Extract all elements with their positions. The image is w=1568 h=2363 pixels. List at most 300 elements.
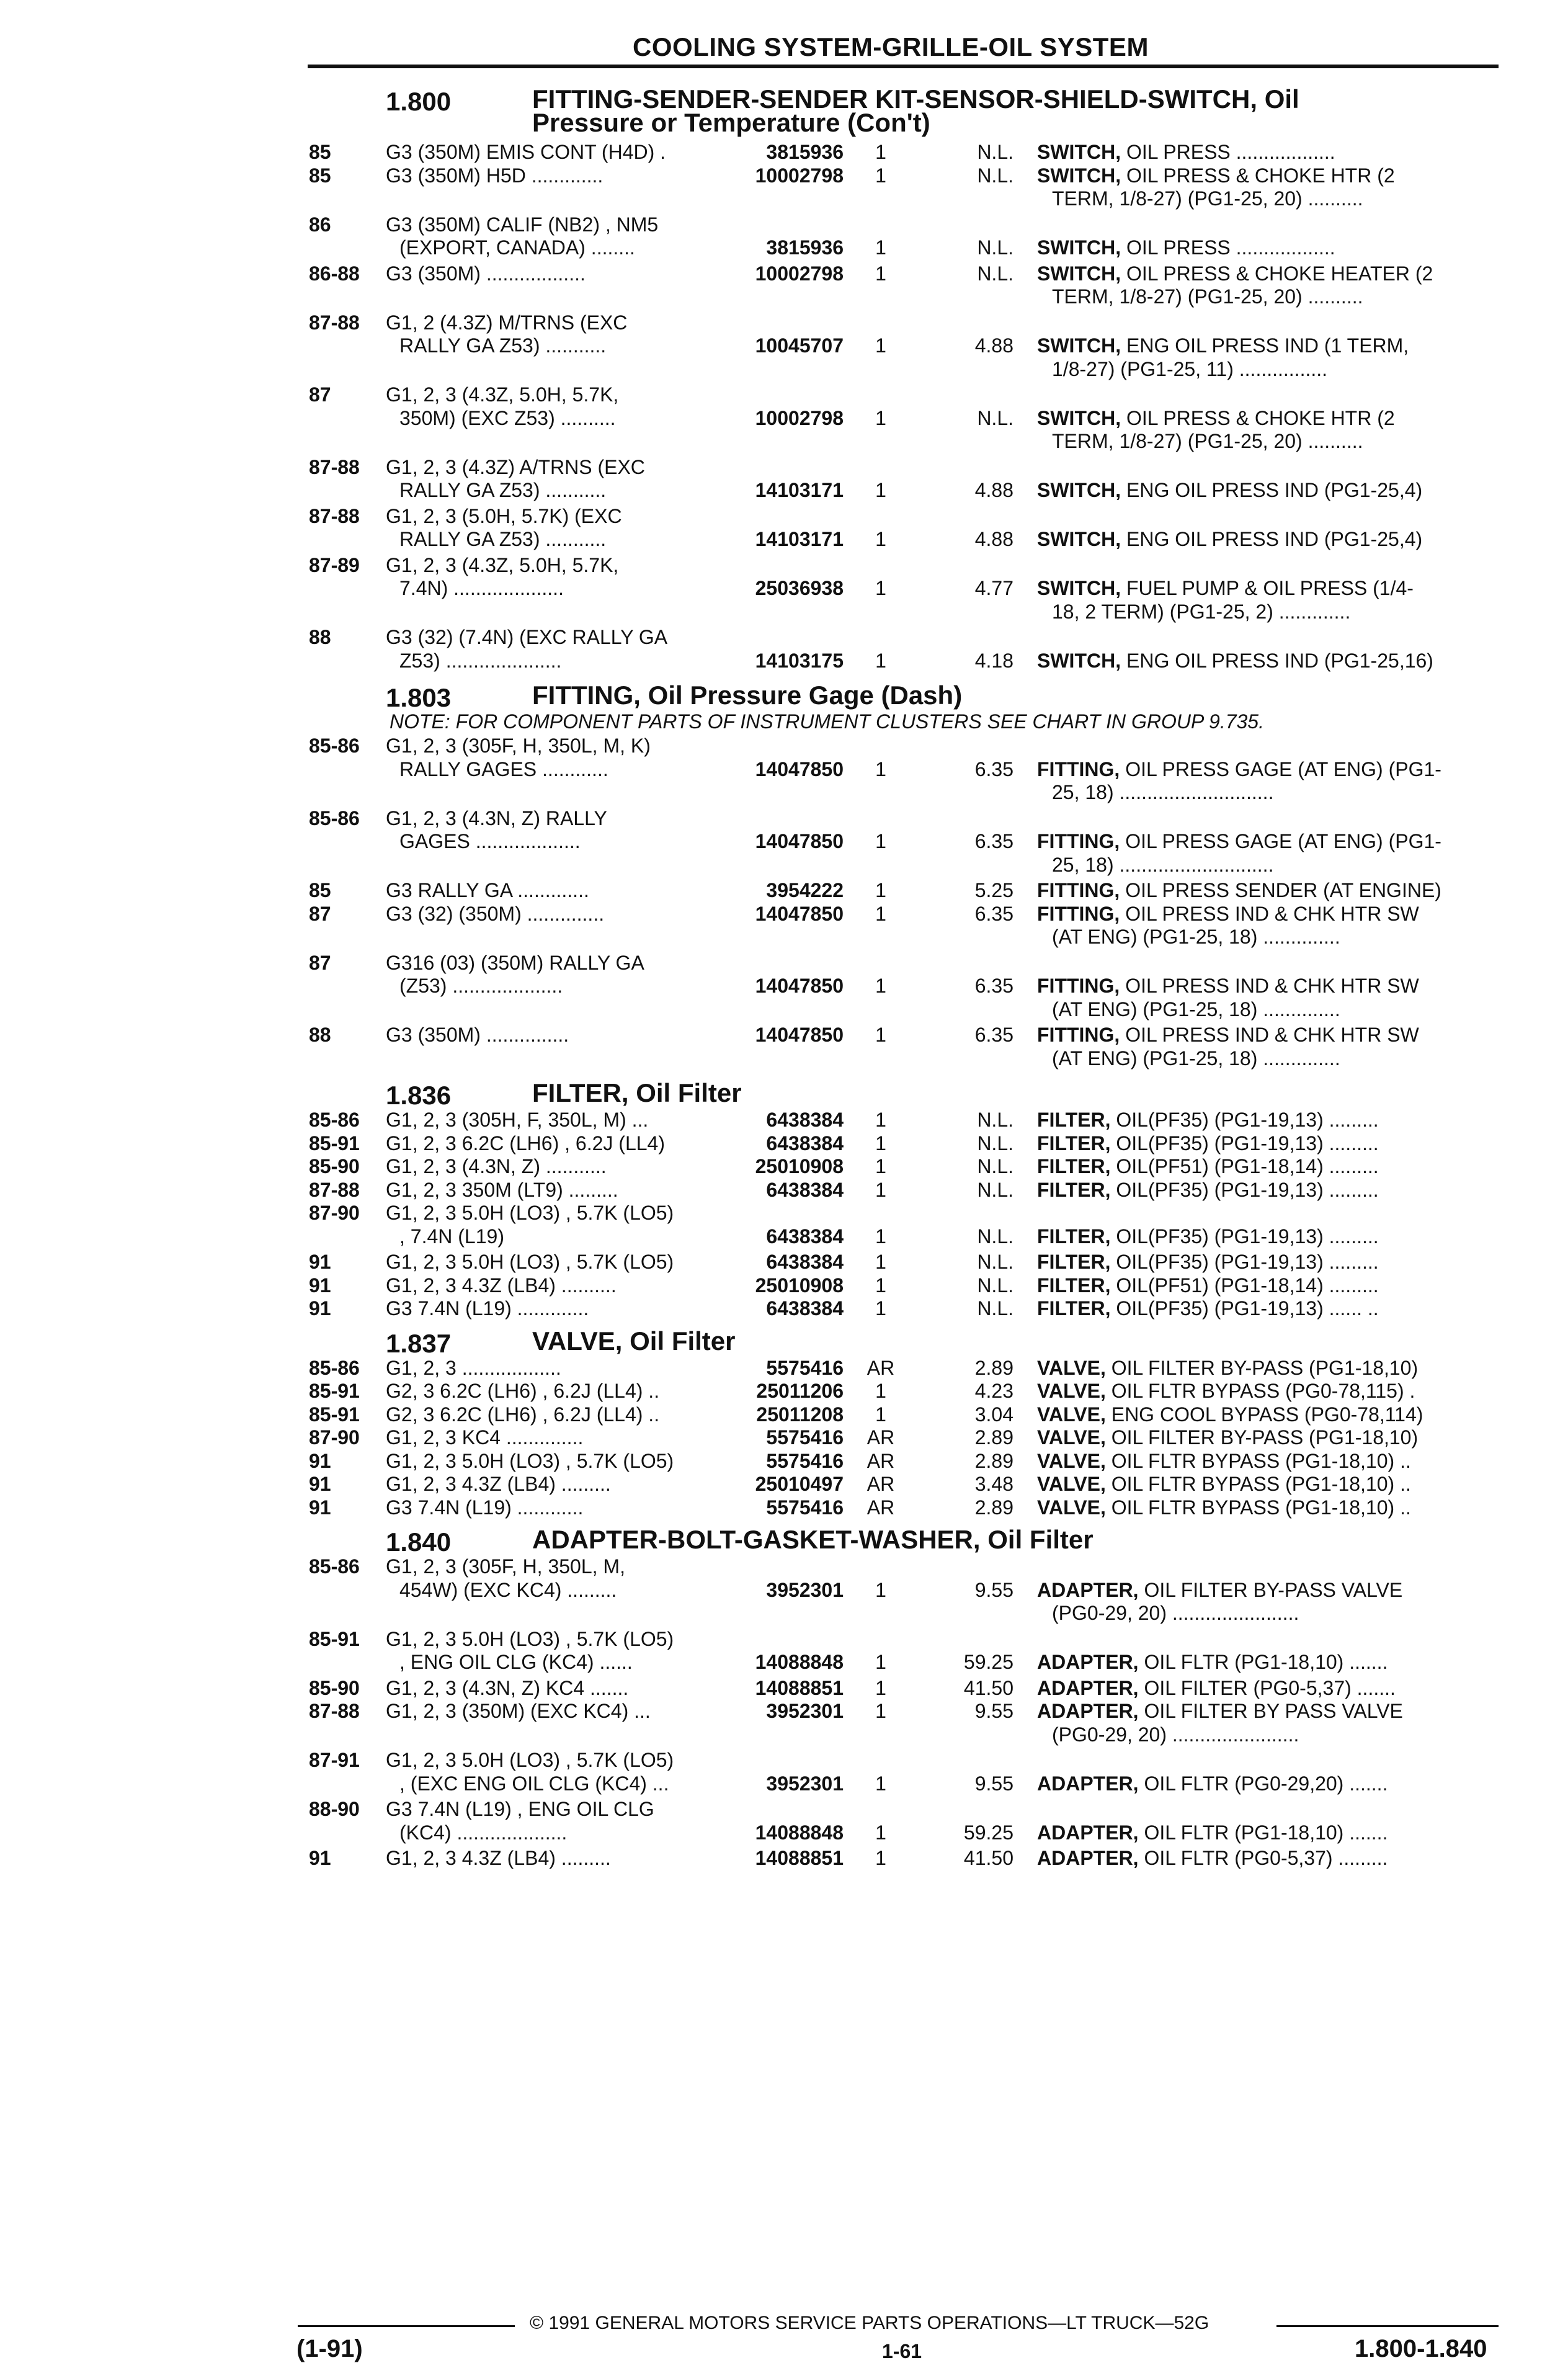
row-year: 85-86: [309, 1356, 360, 1379]
section-title: [532, 1527, 1094, 1552]
row-quantity: 1: [875, 262, 886, 285]
row-year: 91: [309, 1496, 331, 1519]
row-application: Z53) .....................: [399, 649, 562, 672]
row-description: [1052, 357, 1568, 381]
row-description: [1037, 1356, 1568, 1380]
row-application: G3 7.4N (L19) ............: [386, 1496, 584, 1519]
description-noun: VALVE,: [1037, 1496, 1111, 1519]
section-title-bold: VALVE,: [532, 1326, 630, 1356]
row-part-number: 14088851: [755, 1676, 844, 1699]
description-text: OIL FLTR BYPASS (PG1-18,10) ..: [1111, 1449, 1411, 1472]
row-description: [1052, 1047, 1568, 1070]
description-text: OIL(PF35) (PG1-19,13) .........: [1116, 1132, 1379, 1155]
description-noun: SWITCH,: [1037, 164, 1126, 187]
row-year: 88: [309, 626, 331, 648]
row-year: 91: [309, 1449, 331, 1472]
description-text: OIL FLTR BYPASS (PG0-78,115) .: [1111, 1380, 1415, 1402]
row-description: [1037, 1449, 1568, 1473]
row-application: , ENG OIL CLG (KC4) ......: [399, 1651, 633, 1673]
row-price: N.L.: [977, 1274, 1013, 1297]
row-application: G1, 2, 3 4.3Z (LB4) .........: [386, 1473, 611, 1495]
row-description: [1037, 1379, 1568, 1403]
row-description: [1037, 576, 1568, 600]
row-part-number: 6438384: [766, 1109, 844, 1131]
row-price: N.L.: [977, 1225, 1013, 1248]
row-quantity: 1: [875, 1109, 886, 1131]
description-text: OIL PRESS & CHOKE HTR (2: [1126, 406, 1395, 429]
description-noun: FITTING,: [1037, 757, 1126, 780]
row-part-number: 5575416: [766, 1449, 844, 1472]
row-description: [1037, 262, 1568, 285]
description-noun: SWITCH,: [1037, 577, 1126, 599]
row-quantity: 1: [875, 236, 886, 259]
description-noun: VALVE,: [1037, 1403, 1111, 1426]
row-quantity: 1: [875, 577, 886, 599]
row-quantity: 1: [875, 975, 886, 997]
description-noun: ADAPTER,: [1037, 1651, 1144, 1673]
row-application: G1, 2, 3 350M (LT9) .........: [386, 1178, 618, 1201]
row-application: G1, 2, 3 5.0H (LO3) , 5.7K (LO5): [386, 1251, 674, 1273]
row-quantity: 1: [875, 1380, 886, 1402]
row-quantity: 1: [875, 164, 886, 187]
row-application: G1, 2 (4.3Z) M/TRNS (EXC: [386, 311, 628, 334]
row-quantity: 1: [875, 141, 886, 163]
row-application: G1, 2, 3 KC4 ..............: [386, 1426, 584, 1449]
row-description: [1052, 429, 1568, 453]
row-year: 86: [309, 213, 331, 236]
row-quantity: 1: [875, 406, 886, 429]
row-description: [1037, 1676, 1568, 1700]
row-year: 87-88: [309, 311, 360, 334]
row-description: [1037, 1846, 1568, 1870]
row-year: 91: [309, 1297, 331, 1320]
row-quantity: 1: [875, 757, 886, 780]
description-noun: SWITCH,: [1037, 262, 1126, 285]
row-quantity: 1: [875, 1578, 886, 1601]
row-description: [1037, 649, 1568, 672]
section-title-rest: Oil Pressure Gage (Dash): [648, 681, 963, 710]
row-year: 87-88: [309, 504, 360, 527]
row-application: 454W) (EXC KC4) .........: [399, 1578, 617, 1601]
row-application: G1, 2, 3 (4.3N, Z) ...........: [386, 1155, 607, 1177]
section-title-bold: FITTING,: [532, 681, 648, 710]
row-description: [1052, 925, 1568, 949]
row-description: [1052, 1601, 1568, 1625]
row-price: 2.89: [974, 1449, 1013, 1472]
description-text: OIL FILTER BY-PASS (PG1-18,10): [1111, 1426, 1419, 1449]
row-year: 85: [309, 141, 331, 163]
row-part-number: 3952301: [766, 1578, 844, 1601]
section-subtitle: Pressure or Temperature (Con't): [532, 108, 930, 137]
row-description: [1037, 236, 1568, 259]
row-year: 87: [309, 383, 331, 406]
row-part-number: 14047850: [755, 975, 844, 997]
row-price: 3.04: [974, 1403, 1013, 1426]
row-quantity: 1: [875, 649, 886, 672]
row-quantity: 1: [875, 830, 886, 852]
row-description: [1052, 853, 1568, 877]
row-part-number: 14047850: [755, 902, 844, 925]
description-noun: VALVE,: [1037, 1356, 1111, 1379]
row-description: [1037, 1155, 1568, 1178]
row-application: RALLY GAGES ............: [399, 757, 608, 780]
row-part-number: 6438384: [766, 1225, 844, 1248]
row-year: 91: [309, 1274, 331, 1297]
description-noun: VALVE,: [1037, 1380, 1111, 1402]
row-application: G3 (350M) ...............: [386, 1024, 569, 1046]
description-noun: SWITCH,: [1037, 236, 1126, 259]
row-quantity: AR: [866, 1496, 895, 1519]
row-quantity: 1: [875, 1772, 886, 1795]
row-year: 85-91: [309, 1380, 360, 1402]
row-description: [1052, 998, 1568, 1021]
row-price: N.L.: [977, 1109, 1013, 1131]
row-description: [1037, 974, 1568, 998]
description-text: OIL(PF35) (PG1-19,13) ...... ..: [1116, 1297, 1379, 1320]
row-application: G1, 2, 3 4.3Z (LB4) ..........: [386, 1274, 617, 1297]
description-text: OIL PRESS SENDER (AT ENGINE): [1125, 879, 1441, 901]
row-application: G3 RALLY GA .............: [386, 879, 589, 901]
description-text: 18, 2 TERM) (PG1-25, 2) .............: [1052, 600, 1351, 623]
row-application: G1, 2, 3 (4.3Z) A/TRNS (EXC: [386, 455, 645, 478]
row-quantity: 1: [875, 1274, 886, 1297]
row-price: 59.25: [963, 1821, 1013, 1844]
row-part-number: 25011206: [756, 1380, 844, 1402]
row-year: 87-88: [309, 1178, 360, 1201]
row-application: G3 (32) (7.4N) (EXC RALLY GA: [386, 626, 668, 648]
row-part-number: 6438384: [766, 1132, 844, 1155]
row-price: 6.35: [974, 902, 1013, 925]
section-number: 1.837: [386, 1328, 452, 1358]
row-description: [1037, 1403, 1568, 1426]
section-title-rest: Oil: [1264, 84, 1299, 114]
row-part-number: 25011208: [756, 1403, 844, 1426]
row-price: N.L.: [977, 1251, 1013, 1273]
description-noun: FILTER,: [1037, 1155, 1116, 1177]
description-noun: ADAPTER,: [1037, 1676, 1144, 1699]
footer-rule-left: [298, 2325, 515, 2327]
section-title: [532, 1326, 736, 1356]
row-application: G1, 2, 3 6.2C (LH6) , 6.2J (LL4): [386, 1132, 665, 1155]
header-rule: [308, 65, 1499, 68]
row-price: N.L.: [977, 141, 1013, 163]
row-description: [1037, 1274, 1568, 1297]
description-text: OIL(PF35) (PG1-19,13) .........: [1116, 1251, 1379, 1273]
row-part-number: 25036938: [755, 577, 844, 599]
section-number: 1.840: [386, 1527, 452, 1557]
section-number: 1.803: [386, 683, 452, 712]
description-noun: FILTER,: [1037, 1297, 1116, 1320]
row-part-number: 14047850: [755, 757, 844, 780]
row-price: 6.35: [974, 830, 1013, 852]
row-price: 2.89: [974, 1426, 1013, 1449]
row-price: N.L.: [977, 1178, 1013, 1201]
row-application: 350M) (EXC Z53) ..........: [399, 406, 616, 429]
row-application: (Z53) ....................: [399, 975, 563, 997]
row-description: [1037, 1821, 1568, 1844]
row-quantity: 1: [875, 1155, 886, 1177]
description-text: TERM, 1/8-27) (PG1-25, 20) ..........: [1052, 187, 1363, 210]
row-application: G1, 2, 3 4.3Z (LB4) .........: [386, 1847, 611, 1869]
description-text: (PG0-29, 20) .......................: [1052, 1723, 1299, 1746]
row-description: [1052, 600, 1568, 623]
row-price: 4.88: [974, 334, 1013, 357]
description-noun: FILTER,: [1037, 1132, 1116, 1155]
row-description: [1052, 1723, 1568, 1746]
footer-rule-right: [1276, 2325, 1499, 2327]
row-year: 88-90: [309, 1798, 360, 1820]
row-application: (EXPORT, CANADA) ........: [399, 236, 635, 259]
row-price: 5.25: [974, 879, 1013, 901]
row-quantity: 1: [875, 1700, 886, 1722]
row-price: 4.88: [974, 528, 1013, 550]
description-noun: FITTING,: [1037, 830, 1126, 852]
row-application: G3 (350M) ..................: [386, 262, 586, 285]
row-application: GAGES ...................: [399, 830, 581, 852]
row-year: 85: [309, 879, 331, 901]
description-text: OIL FILTER BY-PASS VALVE: [1144, 1578, 1403, 1601]
row-part-number: 25010908: [755, 1274, 844, 1297]
row-year: 87: [309, 951, 331, 974]
row-part-number: 10045707: [755, 334, 844, 357]
description-text: OIL PRESS & CHOKE HEATER (2: [1126, 262, 1433, 285]
description-text: (PG0-29, 20) .......................: [1052, 1602, 1299, 1624]
description-text: OIL PRESS IND & CHK HTR SW: [1125, 902, 1419, 925]
row-price: 41.50: [963, 1676, 1013, 1699]
row-application: G1, 2, 3 (4.3Z, 5.0H, 5.7K,: [386, 553, 619, 576]
row-price: N.L.: [977, 1155, 1013, 1177]
description-text: ENG OIL PRESS IND (PG1-25,4): [1126, 528, 1423, 550]
row-quantity: 1: [875, 1251, 886, 1273]
row-price: 6.35: [974, 975, 1013, 997]
description-text: OIL FLTR (PG1-18,10) .......: [1144, 1821, 1388, 1844]
row-application: 7.4N) ....................: [399, 577, 564, 599]
row-description: [1037, 1225, 1568, 1248]
row-application: G1, 2, 3 5.0H (LO3) , 5.7K (LO5): [386, 1202, 674, 1224]
row-application: (KC4) ....................: [399, 1821, 568, 1844]
row-year: 91: [309, 1847, 331, 1869]
row-part-number: 10002798: [755, 164, 844, 187]
section-title-rest: Oil Filter: [630, 1326, 736, 1356]
description-text: 1/8-27) (PG1-25, 11) ................: [1052, 357, 1328, 380]
description-noun: FITTING,: [1037, 1024, 1126, 1046]
footer-date-code: (1-91): [296, 2335, 363, 2362]
row-price: 59.25: [963, 1651, 1013, 1673]
description-noun: ADAPTER,: [1037, 1821, 1144, 1844]
row-price: N.L.: [977, 236, 1013, 259]
row-price: N.L.: [977, 164, 1013, 187]
row-year: 91: [309, 1473, 331, 1495]
row-price: N.L.: [977, 1132, 1013, 1155]
row-part-number: 6438384: [766, 1297, 844, 1320]
row-application: G1, 2, 3 (305F, H, 350L, M, K): [386, 735, 651, 757]
description-text: OIL(PF35) (PG1-19,13) .........: [1116, 1109, 1379, 1131]
row-application: G1, 2, 3 (350M) (EXC KC4) ...: [386, 1700, 651, 1722]
row-price: 4.23: [974, 1380, 1013, 1402]
row-price: N.L.: [977, 1297, 1013, 1320]
row-quantity: AR: [866, 1426, 895, 1449]
row-year: 86-88: [309, 262, 360, 285]
row-application: , (EXC ENG OIL CLG (KC4) ...: [399, 1772, 669, 1795]
row-quantity: AR: [866, 1356, 895, 1379]
row-quantity: 1: [875, 1225, 886, 1248]
row-quantity: 1: [875, 902, 886, 925]
row-description: [1037, 757, 1568, 781]
row-year: 85-91: [309, 1627, 360, 1650]
row-year: 85-90: [309, 1155, 360, 1177]
description-text: (AT ENG) (PG1-25, 18) ..............: [1052, 1047, 1340, 1070]
row-year: 87: [309, 902, 331, 925]
row-part-number: 5575416: [766, 1426, 844, 1449]
row-application: G1, 2, 3 (305F, H, 350L, M,: [386, 1555, 625, 1578]
row-description: [1037, 1472, 1568, 1496]
row-part-number: 3952301: [766, 1700, 844, 1722]
row-quantity: AR: [866, 1449, 895, 1472]
row-quantity: 1: [875, 1651, 886, 1673]
row-year: 85-91: [309, 1403, 360, 1426]
page-header-title: COOLING SYSTEM-GRILLE-OIL SYSTEM: [633, 32, 1149, 61]
row-description: [1037, 140, 1568, 164]
description-text: OIL PRESS & CHOKE HTR (2: [1126, 164, 1395, 187]
row-price: N.L.: [977, 262, 1013, 285]
row-part-number: 10002798: [755, 406, 844, 429]
description-noun: FILTER,: [1037, 1178, 1116, 1201]
row-part-number: 14103175: [755, 649, 844, 672]
description-noun: SWITCH,: [1037, 649, 1126, 672]
row-quantity: 1: [875, 1821, 886, 1844]
row-part-number: 14047850: [755, 830, 844, 852]
row-year: 87-90: [309, 1426, 360, 1449]
row-part-number: 14103171: [755, 528, 844, 550]
section-title-rest: Oil Filter: [987, 1525, 1094, 1554]
row-year: 87-90: [309, 1202, 360, 1224]
row-price: 41.50: [963, 1847, 1013, 1869]
section-title-bold: ADAPTER-BOLT-GASKET-WASHER,: [532, 1525, 988, 1554]
description-text: TERM, 1/8-27) (PG1-25, 20) ..........: [1052, 285, 1363, 308]
row-quantity: AR: [866, 1473, 895, 1495]
description-noun: FILTER,: [1037, 1109, 1116, 1131]
row-description: [1037, 1108, 1568, 1132]
description-noun: FILTER,: [1037, 1251, 1116, 1273]
row-part-number: 14088848: [755, 1651, 844, 1673]
row-description: [1037, 902, 1568, 926]
description-noun: FITTING,: [1037, 879, 1126, 901]
description-text: OIL FILTER BY PASS VALVE: [1144, 1700, 1403, 1722]
row-price: 9.55: [974, 1578, 1013, 1601]
description-text: (AT ENG) (PG1-25, 18) ..............: [1052, 926, 1340, 948]
row-description: [1037, 1650, 1568, 1674]
row-application: G3 7.4N (L19) , ENG OIL CLG: [386, 1798, 654, 1820]
description-noun: ADAPTER,: [1037, 1847, 1144, 1869]
row-application: G3 (350M) H5D .............: [386, 164, 604, 187]
row-application: RALLY GA Z53) ...........: [399, 479, 607, 501]
row-price: 9.55: [974, 1772, 1013, 1795]
row-part-number: 3952301: [766, 1772, 844, 1795]
row-quantity: 1: [875, 334, 886, 357]
description-text: OIL(PF35) (PG1-19,13) .........: [1116, 1178, 1379, 1201]
row-quantity: 1: [875, 1132, 886, 1155]
description-text: OIL FLTR BYPASS (PG1-18,10) ..: [1111, 1496, 1411, 1519]
row-part-number: 10002798: [755, 262, 844, 285]
description-noun: SWITCH,: [1037, 479, 1126, 501]
description-noun: ADAPTER,: [1037, 1578, 1144, 1601]
description-text: (AT ENG) (PG1-25, 18) ..............: [1052, 998, 1340, 1021]
row-price: 3.48: [974, 1473, 1013, 1495]
section-title-bold: FITTING-SENDER-SENDER KIT-SENSOR-SHIELD-SWITCH,: [532, 84, 1265, 114]
row-price: 2.89: [974, 1356, 1013, 1379]
row-price: N.L.: [977, 406, 1013, 429]
row-part-number: 6438384: [766, 1178, 844, 1201]
description-text: OIL(PF51) (PG1-18,14) .........: [1116, 1274, 1379, 1297]
section-title: [532, 683, 962, 708]
row-application: G1, 2, 3 5.0H (LO3) , 5.7K (LO5): [386, 1627, 674, 1650]
row-year: 85-86: [309, 1555, 360, 1578]
row-application: G1, 2, 3 (5.0H, 5.7K) (EXC: [386, 504, 622, 527]
description-noun: VALVE,: [1037, 1473, 1111, 1495]
description-text: OIL PRESS ..................: [1126, 236, 1335, 259]
section-number: 1.836: [386, 1081, 452, 1110]
row-description: [1037, 1772, 1568, 1795]
row-description: [1037, 406, 1568, 430]
row-year: 85: [309, 164, 331, 187]
description-noun: SWITCH,: [1037, 141, 1126, 163]
row-quantity: 1: [875, 528, 886, 550]
description-noun: ADAPTER,: [1037, 1700, 1144, 1722]
description-text: ENG COOL BYPASS (PG0-78,114): [1111, 1403, 1423, 1426]
row-part-number: 14047850: [755, 1024, 844, 1046]
row-application: G1, 2, 3 (305H, F, 350L, M) ...: [386, 1109, 649, 1131]
row-year: 85-86: [309, 806, 360, 829]
row-price: 6.35: [974, 1024, 1013, 1046]
row-application: G1, 2, 3 (4.3Z, 5.0H, 5.7K,: [386, 383, 619, 406]
row-part-number: 25010908: [755, 1155, 844, 1177]
row-quantity: 1: [875, 479, 886, 501]
row-description: [1037, 1426, 1568, 1449]
row-description: [1052, 187, 1568, 210]
row-year: 85-91: [309, 1132, 360, 1155]
row-description: [1037, 334, 1568, 357]
description-text: OIL PRESS ..................: [1126, 141, 1335, 163]
row-price: 4.18: [974, 649, 1013, 672]
row-description: [1037, 527, 1568, 551]
footer-section-range: 1.800-1.840: [1355, 2335, 1487, 2362]
description-noun: ADAPTER,: [1037, 1772, 1144, 1795]
row-year: 85-86: [309, 735, 360, 757]
row-application: G3 (32) (350M) ..............: [386, 902, 605, 925]
row-quantity: 1: [875, 879, 886, 901]
row-part-number: 3954222: [766, 879, 844, 901]
row-price: 6.35: [974, 757, 1013, 780]
section-title-bold: FILTER,: [532, 1078, 636, 1107]
description-text: OIL FLTR BYPASS (PG1-18,10) ..: [1111, 1473, 1411, 1495]
row-year: 91: [309, 1251, 331, 1273]
row-price: 9.55: [974, 1700, 1013, 1722]
row-year: 87-88: [309, 1700, 360, 1722]
row-application: G3 (350M) EMIS CONT (H4D) .: [386, 141, 666, 163]
row-description: [1037, 878, 1568, 902]
row-part-number: 5575416: [766, 1356, 844, 1379]
row-description: [1037, 1023, 1568, 1047]
row-description: [1037, 1699, 1568, 1723]
row-application: G3 (350M) CALIF (NB2) , NM5: [386, 213, 659, 236]
row-description: [1037, 1578, 1568, 1602]
row-part-number: 25010497: [755, 1473, 844, 1495]
row-quantity: 1: [875, 1847, 886, 1869]
row-quantity: 1: [875, 1403, 886, 1426]
row-part-number: 14103171: [755, 479, 844, 501]
description-noun: SWITCH,: [1037, 334, 1126, 357]
row-quantity: 1: [875, 1297, 886, 1320]
